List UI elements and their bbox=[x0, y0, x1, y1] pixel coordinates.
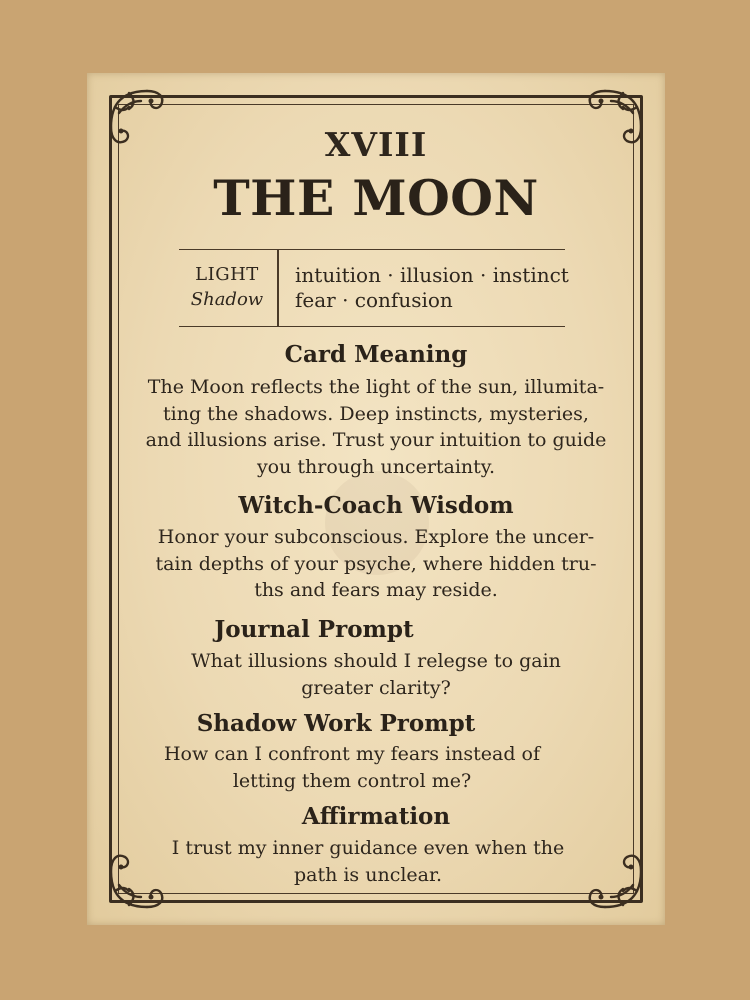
affirmation-line: path is unclear. bbox=[293, 863, 443, 886]
shadow-work-line: How can I confront my fears instead of bbox=[163, 743, 541, 765]
wisdom-text bbox=[131, 524, 621, 604]
light-label: LIGHT bbox=[195, 264, 259, 285]
meaning-text bbox=[131, 374, 621, 480]
tarot-card bbox=[87, 73, 665, 925]
journal-line: What illusions should I relegse to gain bbox=[191, 650, 561, 672]
journal-heading: Journal Prompt bbox=[214, 616, 414, 643]
meaning-line: The Moon reflects the light of the sun, illumita- bbox=[147, 376, 605, 398]
card-title: THE MOON bbox=[213, 169, 539, 227]
wisdom-line: tain depths of your psyche, where hidden tru- bbox=[155, 552, 597, 575]
wisdom-line: ths and fears may reside. bbox=[254, 579, 498, 601]
shadow-work-text bbox=[107, 741, 597, 794]
light-keywords: intuition · illusion · instinct bbox=[295, 263, 569, 287]
meaning-line: and illusions arise. Trust your intuition to guide bbox=[145, 429, 607, 451]
shadow-label: Shadow bbox=[190, 289, 264, 310]
shadow-work-heading: Shadow Work Prompt bbox=[196, 710, 476, 737]
meaning-line: ting the shadows. Deep instincts, mysteries, bbox=[163, 402, 589, 425]
affirmation-line: I trust my inner guidance even when the bbox=[171, 837, 565, 859]
meaning-heading: Card Meaning bbox=[284, 341, 468, 368]
journal-text bbox=[131, 648, 621, 701]
keywords-divider bbox=[277, 250, 279, 326]
journal-line: greater clarity? bbox=[301, 676, 451, 699]
keywords-table bbox=[179, 249, 569, 327]
affirmation-text bbox=[123, 835, 613, 888]
shadow-work-line: letting them control me? bbox=[232, 769, 472, 792]
wisdom-line: Honor your subconscious. Explore the uncer- bbox=[157, 526, 595, 548]
meaning-line: you through uncertainty. bbox=[256, 455, 496, 478]
card-numeral: XVIII bbox=[324, 125, 428, 164]
shadow-keywords: fear · confusion bbox=[295, 288, 453, 312]
wisdom-heading: Witch-Coach Wisdom bbox=[238, 492, 514, 519]
affirmation-heading: Affirmation bbox=[301, 803, 451, 830]
